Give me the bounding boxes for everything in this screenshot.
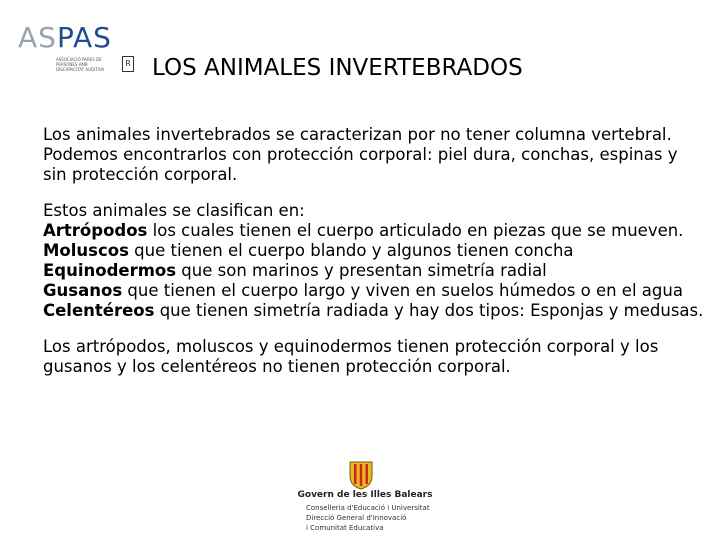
- govern-logo: [290, 460, 440, 540]
- page-title: LOS ANIMALES INVERTEBRADOS: [152, 55, 523, 81]
- classification-intro: Estos animales se clasifican en:: [43, 201, 305, 220]
- intro-paragraph: [43, 125, 693, 185]
- classification-desc: que tienen simetría radiada y hay dos tipos: Esponjas y medusas.: [154, 301, 704, 320]
- classification-desc: que son marinos y presentan simetría radial: [176, 261, 547, 280]
- classification-term: Celentéreos: [43, 301, 155, 320]
- classification-term: Artrópodos: [43, 221, 148, 240]
- logo-subtitle: ASSOCIACIÓ PARES DE PERSONES AMB DISCAPACITAT AUDITIVA: [56, 57, 105, 72]
- protection-paragraph: [43, 337, 693, 377]
- document-body: [43, 125, 704, 393]
- govern-department-line: Direcció General d'Innovació: [306, 514, 407, 522]
- govern-name: Govern de les Illes Balears: [297, 490, 433, 500]
- logo-badge-icon: R: [122, 56, 134, 72]
- govern-department-line: i Comunitat Educativa: [306, 524, 384, 532]
- logo-text-pas: PAS: [56, 21, 112, 54]
- classification-desc: los cuales tienen el cuerpo articulado en piezas que se mueven.: [147, 221, 684, 240]
- classification-item: [43, 241, 693, 261]
- classification-item: [43, 261, 693, 281]
- protection-line: gusanos y los celentéreos no tienen protección corporal.: [43, 357, 511, 376]
- intro-line: sin protección corporal.: [43, 165, 238, 184]
- intro-line: Podemos encontrarlos con protección corporal: piel dura, conchas, espinas y: [43, 145, 678, 164]
- aspas-logo: [18, 22, 138, 82]
- protection-line: Los artrópodos, moluscos y equinodermos tienen protección corporal y los: [43, 337, 659, 356]
- classification-item: [43, 301, 704, 321]
- classification-paragraph: [43, 201, 704, 321]
- classification-item: [43, 281, 693, 301]
- intro-line: Los animales invertebrados se caracterizan por no tener columna vertebral.: [43, 125, 672, 144]
- classification-item: [43, 221, 693, 241]
- coat-of-arms-icon: [346, 460, 376, 490]
- classification-term: Moluscos: [43, 241, 129, 260]
- classification-term: Equinodermos: [43, 261, 177, 280]
- govern-department-line: Conselleria d'Educació i Universitat: [306, 504, 430, 512]
- classification-desc: que tienen el cuerpo blando y algunos tienen concha: [128, 241, 574, 260]
- logo-text-as: AS: [18, 21, 57, 54]
- classification-term: Gusanos: [43, 281, 123, 300]
- classification-desc: que tienen el cuerpo largo y viven en suelos húmedos o en el agua: [122, 281, 683, 300]
